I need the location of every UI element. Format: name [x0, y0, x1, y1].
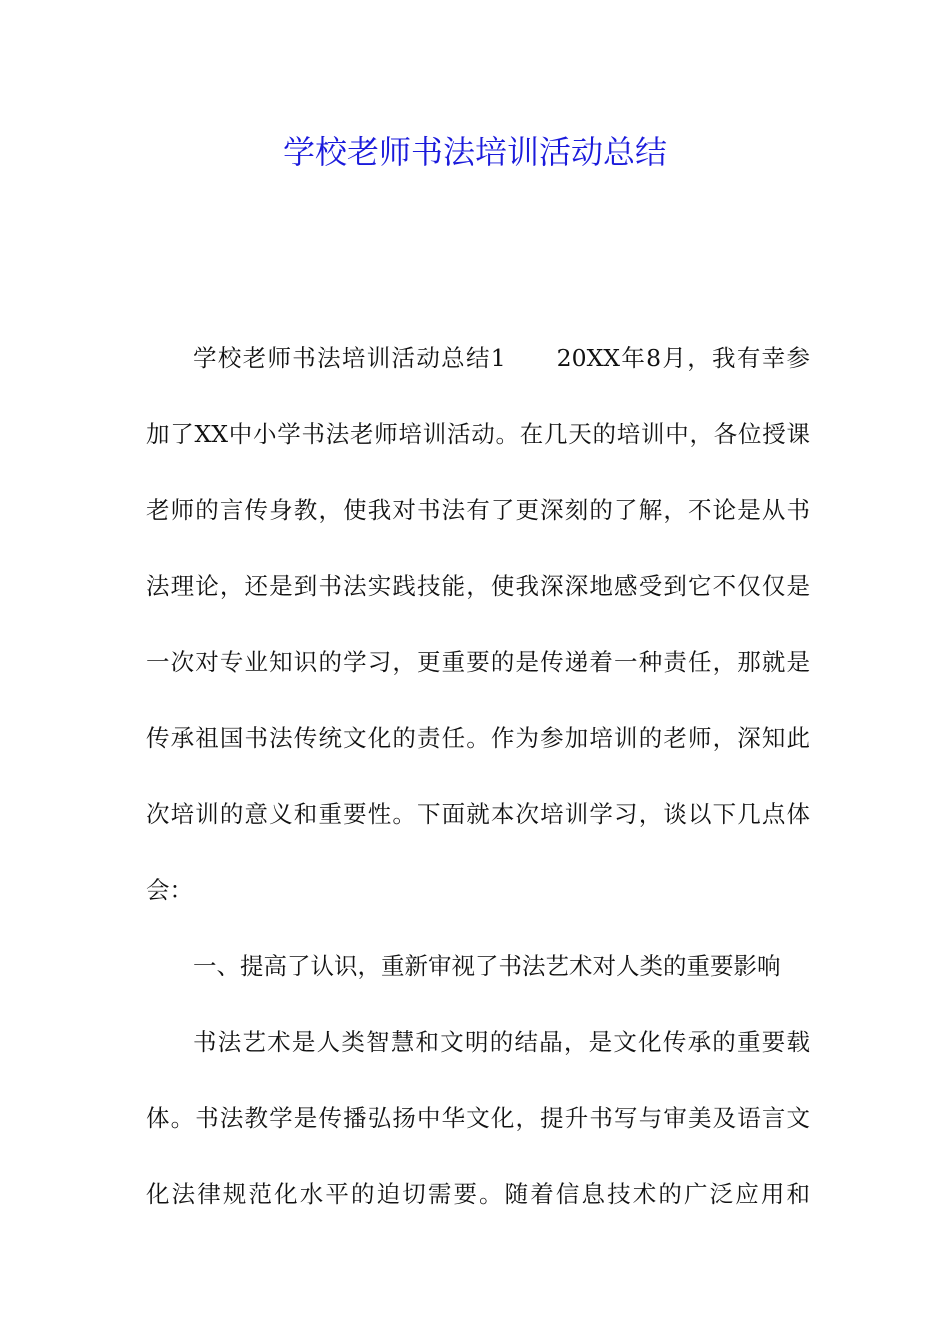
- paragraph-1-line-6: 传承祖国书法传统文化的责任。作为参加培训的老师，深知此: [146, 724, 810, 752]
- paragraph-1-line-8: 会：: [146, 876, 193, 904]
- section-heading-1: 一、提高了认识，重新审视了书法艺术对人类的重要影响: [193, 952, 781, 980]
- paragraph-3-line-1: 书法艺术是人类智慧和文明的结晶，是文化传承的重要载: [193, 1028, 810, 1056]
- paragraph-1-line-5: 一次对专业知识的学习，更重要的是传递着一种责任，那就是: [146, 648, 810, 676]
- paragraph-1-line-7: 次培训的意义和重要性。下面就本次培训学习，谈以下几点体: [146, 800, 810, 828]
- paragraph-1-line-2: 加了XX中小学书法老师培训活动。在几天的培训中，各位授课: [146, 420, 810, 448]
- document-title: 学校老师书法培训活动总结: [282, 133, 667, 171]
- paragraph-3-line-3: 化法律规范化水平的迫切需要。随着信息技术的广泛应用和: [146, 1180, 810, 1208]
- document-body: [146, 338, 810, 1238]
- paragraph-1-line-1: 学校老师书法培训活动总结1 20XX年8月，我有幸参: [193, 344, 810, 372]
- paragraph-1-line-3: 老师的言传身教，使我对书法有了更深刻的了解，不论是从书: [146, 496, 810, 524]
- paragraph-1-line-4: 法理论，还是到书法实践技能，使我深深地感受到它不仅仅是: [146, 572, 810, 600]
- paragraph-3-line-2: 体。书法教学是传播弘扬中华文化，提升书写与审美及语言文: [146, 1104, 810, 1132]
